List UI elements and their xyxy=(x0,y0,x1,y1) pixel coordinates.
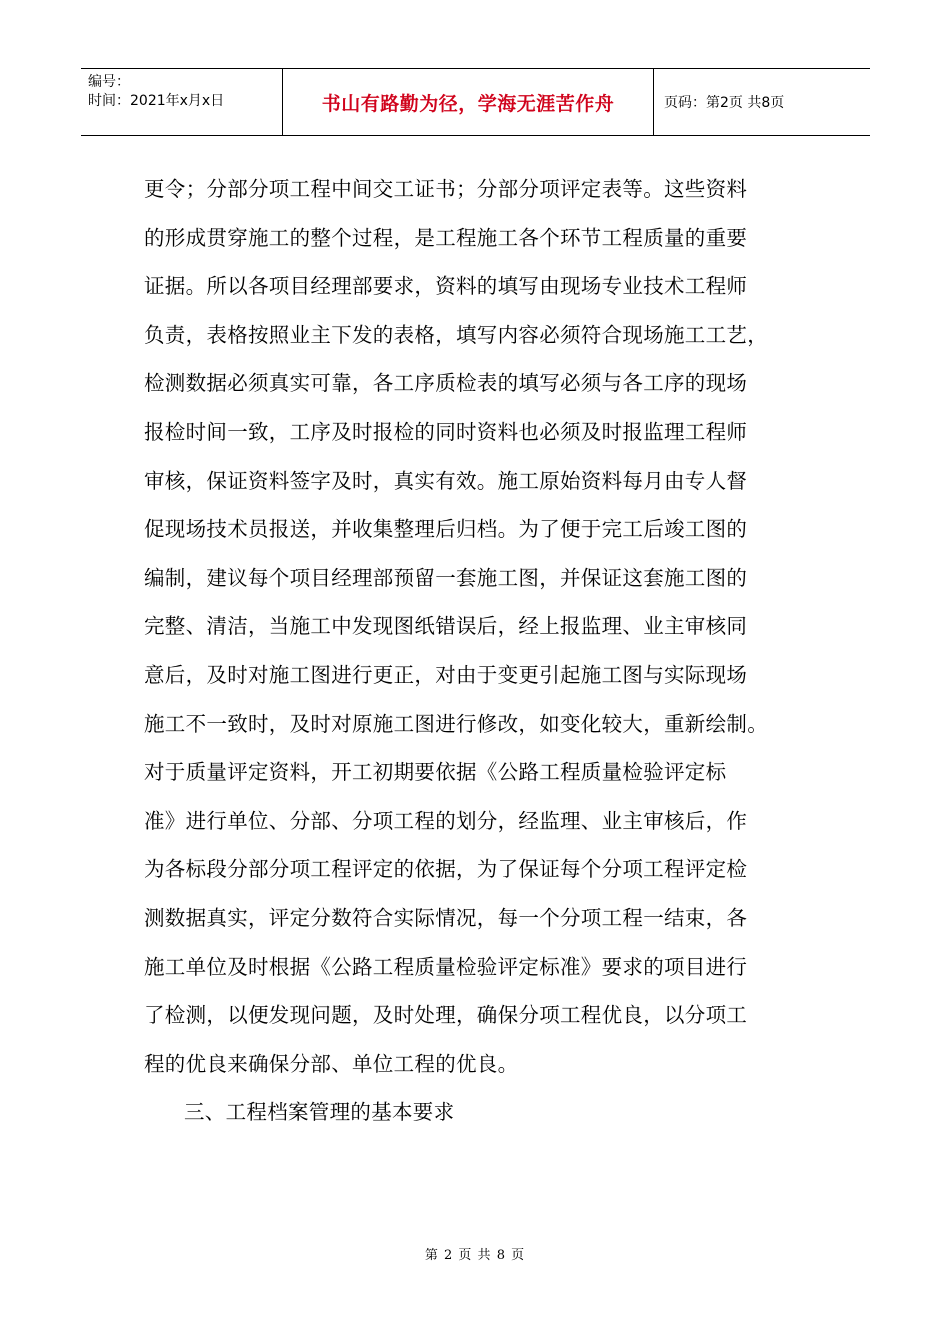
body-line: 准》进行单位、分部、分项工程的划分，经监理、业主审核后，作 xyxy=(144,808,748,833)
body-line: 负责，表格按照业主下发的表格，填写内容必须符合现场施工工艺， xyxy=(144,322,768,347)
body-line: 完整、清洁，当施工中发现图纸错误后，经上报监理、业主审核同 xyxy=(144,614,748,639)
document-date: 时间：2021年x月x日 xyxy=(88,93,225,109)
body-line: 证据。所以各项目经理部要求，资料的填写由现场专业技术工程师 xyxy=(144,274,748,299)
body-line: 意后，及时对施工图进行更正，对由于变更引起施工图与实际现场 xyxy=(144,662,748,687)
body-line: 了检测，以便发现问题，及时处理，确保分项工程优良，以分项工 xyxy=(144,1003,748,1028)
body-line: 测数据真实，评定分数符合实际情况，每一个分项工程一结束，各 xyxy=(144,905,748,930)
body-line: 报检时间一致，工序及时报检的同时资料也必须及时报监理工程师 xyxy=(144,419,748,444)
header-motto: 书山有路勤为径，学海无涯苦作舟 xyxy=(321,92,615,115)
body-line: 施工单位及时根据《公路工程质量检验评定标准》要求的项目进行 xyxy=(144,954,748,979)
header-left-cell xyxy=(81,69,283,135)
body-line: 编制，建议每个项目经理部预留一套施工图，并保证这套施工图的 xyxy=(144,565,748,590)
header-middle-cell xyxy=(283,69,654,135)
header-table xyxy=(81,68,870,136)
document-body xyxy=(144,165,810,1137)
body-line: 审核，保证资料签字及时，真实有效。施工原始资料每月由专人督 xyxy=(144,468,748,493)
section-heading: 三、工程档案管理的基本要求 xyxy=(184,1100,455,1125)
body-line: 促现场技术员报送，并收集整理后归档。为了便于完工后竣工图的 xyxy=(144,517,748,542)
header-page-code: 页码：第2页 共8页 xyxy=(664,95,785,111)
body-line: 施工不一致时，及时对原施工图进行修改，如变化较大，重新绘制。 xyxy=(144,711,768,736)
body-line: 检测数据必须真实可靠，各工序质检表的填写必须与各工序的现场 xyxy=(144,371,748,396)
body-line: 的形成贯穿施工的整个过程，是工程施工各个环节工程质量的重要 xyxy=(144,225,748,250)
body-line: 程的优良来确保分部、单位工程的优良。 xyxy=(144,1051,519,1076)
document-number-label: 编号： xyxy=(88,74,130,90)
body-line: 为各标段分部分项工程评定的依据，为了保证每个分项工程评定检 xyxy=(144,857,748,882)
header-right-cell xyxy=(654,69,870,135)
body-line: 对于质量评定资料，开工初期要依据《公路工程质量检验评定标 xyxy=(144,760,727,785)
page-footer: 第 2 页 共 8 页 xyxy=(424,1248,526,1263)
body-line: 更令；分部分项工程中间交工证书；分部分项评定表等。这些资料 xyxy=(144,177,748,201)
